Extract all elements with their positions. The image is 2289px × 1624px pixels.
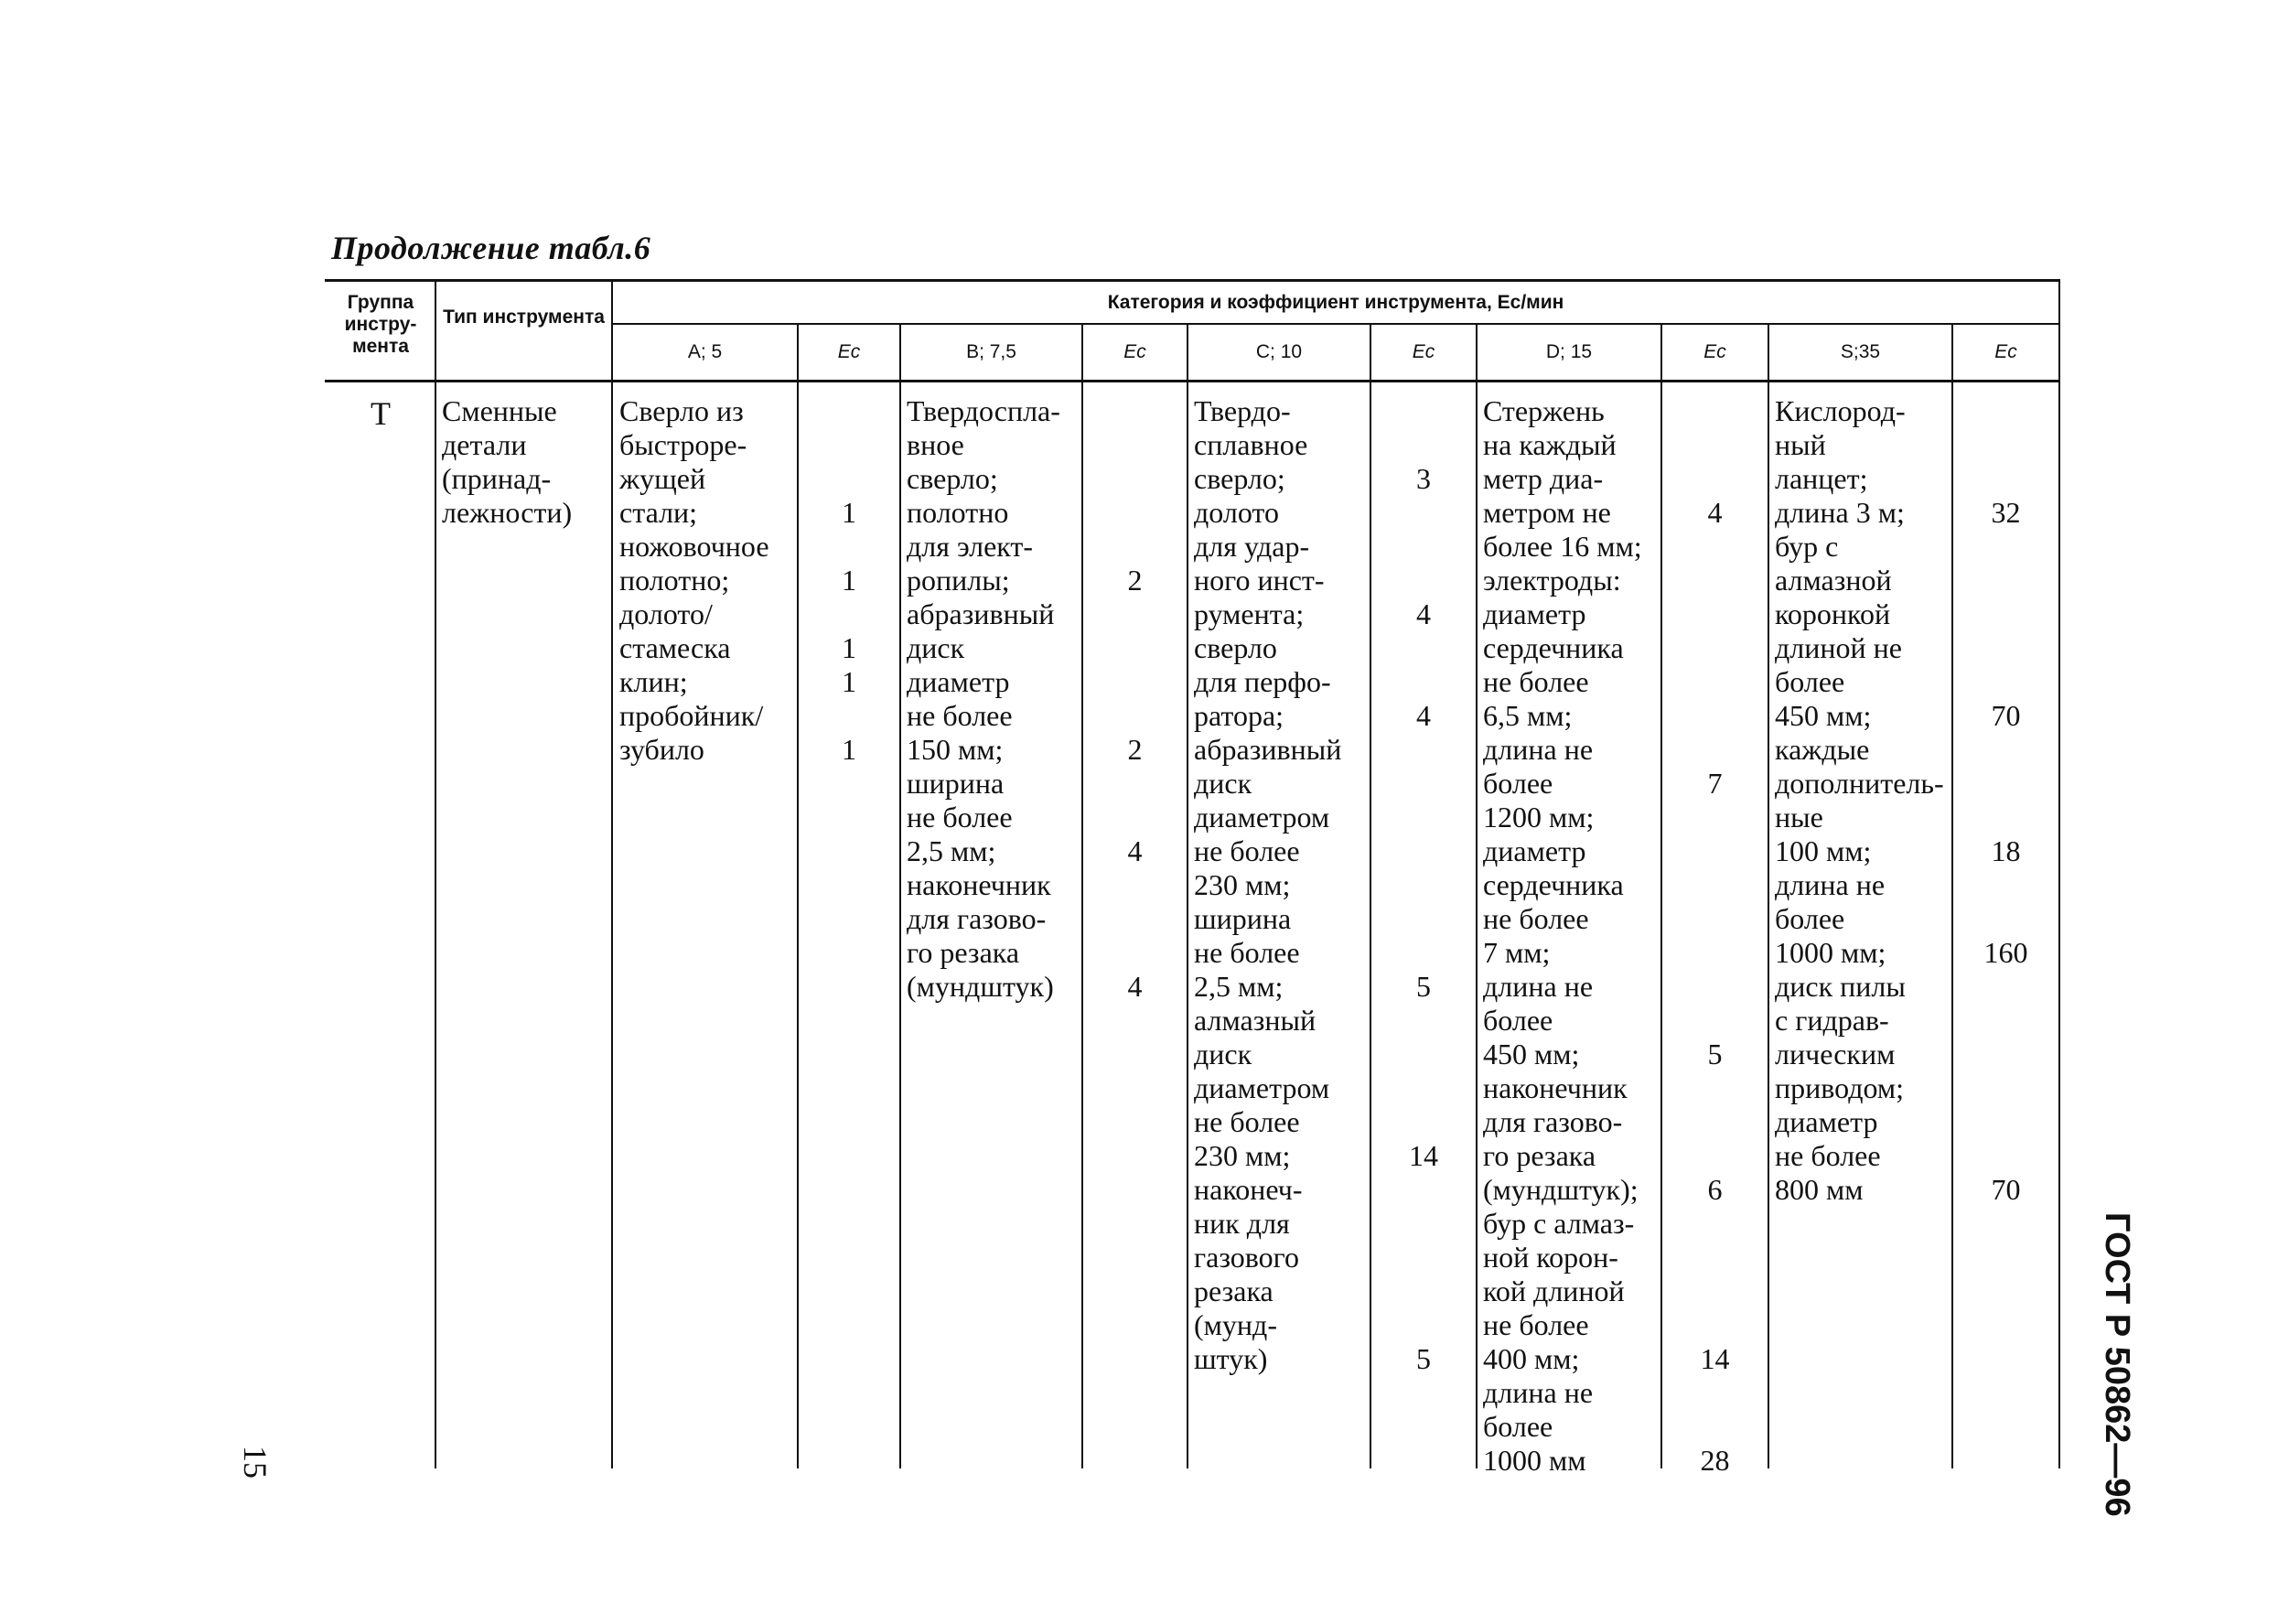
- col-divider: [899, 325, 901, 1468]
- col-divider: [1476, 325, 1478, 1468]
- coef-value: 4: [1416, 597, 1431, 630]
- col-divider: [1187, 325, 1188, 1468]
- category-a-cell: Сверло из быстроре- жущей стали; ножовочное полотно; долото/ стамеска клин; пробойник/ зубило: [619, 394, 769, 766]
- coef-value: 14: [1409, 1139, 1438, 1172]
- category-header-s: S;35: [1840, 341, 1881, 362]
- coef-value: 7: [1707, 767, 1723, 800]
- coef-value: 18: [1991, 834, 2021, 867]
- col-divider: [435, 279, 436, 1468]
- coef-value: 5: [1416, 970, 1431, 1003]
- coef-header: Ec: [837, 341, 861, 362]
- coef-value: 1: [842, 631, 856, 664]
- category-title-rule: [611, 323, 2060, 325]
- col-divider: [611, 279, 613, 1468]
- coef-value: 4: [1127, 834, 1143, 867]
- coef-value: 1: [842, 496, 856, 529]
- col-divider: [1081, 325, 1083, 1468]
- category-header-b: B; 7,5: [966, 341, 1016, 362]
- coef-value: 1: [842, 564, 856, 597]
- category-s-cell: Кислород- ный ланцет; длина 3 м; бур с алмазной коронкой длиной не более 450 мм; каждые дополнитель- ные 100 мм; длина не более 1000 мм; диск пилы с гидрав- лическим приводом; диаметр не более 800 мм: [1775, 394, 1944, 1206]
- page-number: 15: [237, 1446, 274, 1479]
- category-d-cell: Стержень на каждый метр диа- метром не более 16 мм; электроды: диаметр сердечника не более 6,5 мм; длина не более 1200 мм; диаметр сердечника не более 7 мм; длина не более 450 мм; наконечник для газово- го резака (мундштук); бур с алмаз- ной корон- кой длиной не более 400 мм; длина не более 1000 мм: [1483, 394, 1642, 1477]
- coef-value: 28: [1700, 1444, 1730, 1477]
- coef-header: Ec: [1123, 341, 1146, 362]
- coef-value: 4: [1127, 970, 1143, 1003]
- category-header-d: D; 15: [1545, 341, 1593, 362]
- coef-value: 2: [1127, 564, 1143, 597]
- document-code: ГОСТ Р 50862—96: [2098, 1212, 2136, 1517]
- header-bottom-rule: [325, 380, 2060, 382]
- coef-value: 1: [842, 665, 856, 698]
- coef-header: Ec: [1994, 341, 2017, 362]
- category-c-cell: Твердо- сплавное сверло; долото для удар- ного инст- румента; сверло для перфо- ратора; абразивный диск диаметром не более 230 мм; ширина не более 2,5 мм; алмазный диск диаметром не более 230 мм; наконеч- ник для газового резака (мунд- штук): [1194, 394, 1342, 1375]
- table-right-rule: [2058, 279, 2060, 1468]
- col-divider: [1768, 325, 1769, 1468]
- col-divider: [1370, 325, 1371, 1468]
- coef-value: 5: [1707, 1038, 1723, 1070]
- type-cell: Сменные детали (принад- лежности): [442, 394, 573, 529]
- coef-value: 4: [1416, 699, 1431, 732]
- coef-value: 6: [1707, 1173, 1723, 1206]
- category-b-cell: Твердоспла- вное сверло; полотно для элект- ропилы; абразивный диск диаметр не более 150 мм; ширина не более 2,5 мм; наконечник для газово- го резака (мундштук): [907, 394, 1060, 1003]
- coef-header: Ec: [1703, 341, 1726, 362]
- category-header-a: A; 5: [687, 341, 723, 362]
- table-caption: Продолжение табл.6: [331, 230, 651, 266]
- coef-value: 1: [842, 733, 856, 766]
- coef-value: 70: [1991, 699, 2021, 732]
- category-header-c: C; 10: [1255, 341, 1303, 362]
- type-column-header: Тип инструмента: [443, 307, 605, 328]
- table-top-rule: [325, 279, 2060, 282]
- coef-value: 32: [1991, 496, 2021, 529]
- coef-value: 2: [1127, 733, 1143, 766]
- coef-value: 4: [1707, 496, 1723, 529]
- coef-value: 70: [1991, 1173, 2021, 1206]
- coef-value: 14: [1700, 1342, 1730, 1375]
- coef-value: 5: [1416, 1342, 1431, 1375]
- coef-value: 160: [1983, 936, 2028, 969]
- coef-header: Ec: [1412, 341, 1435, 362]
- group-column-header: Группа инстру- мента: [344, 292, 417, 358]
- coef-value: 3: [1416, 462, 1431, 495]
- tool-category-table: [325, 279, 2060, 1477]
- group-cell: T: [371, 395, 391, 432]
- category-title: Категория и коэффициент инструмента, Ec/мин: [1107, 292, 1564, 313]
